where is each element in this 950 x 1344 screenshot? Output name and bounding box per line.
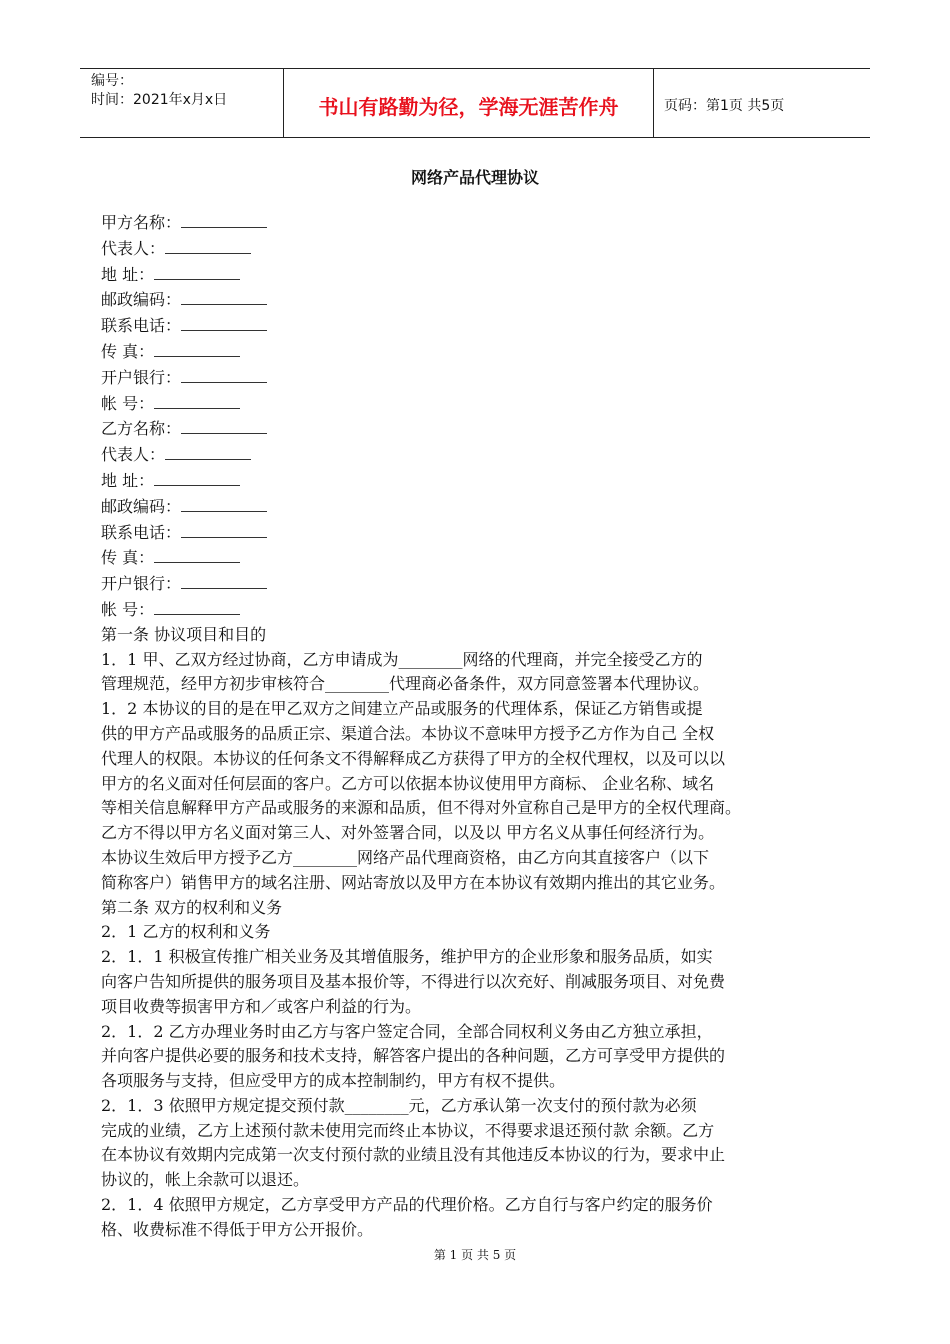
text-line: 协议的，帐上余款可以退还。 (101, 1170, 310, 1190)
fill-in-blank (154, 339, 240, 357)
text-line: 在本协议有效期内完成第一次支付预付款的业绩且没有其他违反本协议的行为，要求中止 (101, 1145, 726, 1165)
field-label: 开户银行： (101, 574, 182, 594)
text-line: 完成的业绩，乙方上述预付款未使用完而终止本协议，不得要求退还预付款 余额。乙方 (101, 1120, 715, 1140)
party-field-row (101, 365, 871, 391)
party-field-row (101, 339, 871, 365)
page-footer: 第 1 页 共 5 页 (433, 1248, 517, 1262)
party-field-row (101, 520, 871, 546)
text-line: 2．1 乙方的权利和义务 (101, 922, 271, 942)
party-field-row (101, 416, 871, 442)
text-line: 1．1 甲、乙双方经过协商，乙方申请成为________网络的代理商，并完全接受乙方的 (101, 649, 703, 669)
text-line: 2．1．1 积极宣传推广相关业务及其增值服务，维护甲方的企业形象和服务品质，如实 (101, 947, 713, 967)
text-line: 简称客户）销售甲方的域名注册、网站寄放以及甲方在本协议有效期内推出的其它业务。 (101, 872, 726, 892)
text-line: 各项服务与支持，但应受甲方的成本控制制约，甲方有权不提供。 (101, 1071, 566, 1091)
fill-in-blank (165, 442, 251, 460)
text-line: 第二条 双方的权利和义务 (101, 897, 283, 917)
field-label: 联系电话： (101, 316, 182, 336)
fill-in-blank (154, 391, 240, 409)
fill-in-blank (181, 416, 267, 434)
fill-in-blank (154, 262, 240, 280)
field-label: 帐 号： (101, 393, 155, 413)
page-header (80, 68, 870, 138)
text-line: 2．1．3 依照甲方规定提交预付款________元，乙方承认第一次支付的预付款为必须 (101, 1095, 697, 1115)
text-line: 本协议生效后甲方授予乙方________网络产品代理商资格，由乙方向其直接客户（以下 (101, 847, 710, 867)
text-line: 2．1．2 乙方办理业务时由乙方与客户签定合同，全部合同权利义务由乙方独立承担， (101, 1021, 713, 1041)
document-title: 网络产品代理协议 (410, 168, 539, 187)
field-label: 地 址： (101, 264, 155, 284)
text-line: 2．1．4 依照甲方规定，乙方享受甲方产品的代理价格。乙方自行与客户约定的服务价 (101, 1195, 713, 1215)
agreement-text (101, 623, 871, 1243)
party-field-row (101, 494, 871, 520)
field-label: 传 真： (101, 341, 155, 361)
fill-in-blank (154, 545, 240, 563)
party-field-row (101, 313, 871, 339)
fill-in-blank (154, 468, 240, 486)
party-fields (101, 210, 871, 623)
field-label: 代表人： (101, 445, 166, 465)
field-label: 邮政编码： (101, 290, 182, 310)
party-field-row (101, 571, 871, 597)
text-line: 代理人的权限。本协议的任何条文不得解释成乙方获得了甲方的全权代理权，以及可以以 (101, 748, 726, 768)
text-line: 管理规范，经甲方初步审核符合________代理商必备条件，双方同意签署本代理协议。 (101, 674, 710, 694)
field-label: 传 真： (101, 548, 155, 568)
party-field-row (101, 597, 871, 623)
text-line: 第一条 协议项目和目的 (101, 624, 267, 644)
fill-in-blank (181, 287, 267, 305)
field-label: 乙方名称： (101, 419, 182, 439)
field-label: 联系电话： (101, 522, 182, 542)
field-label: 甲方名称： (101, 213, 182, 232)
fill-in-blank (181, 313, 267, 331)
header-info (80, 69, 283, 137)
text-line: 格、收费标准不得低于甲方公开报价。 (101, 1219, 374, 1239)
field-label: 代表人： (101, 238, 166, 258)
fill-in-blank (181, 365, 267, 383)
document-body (101, 210, 871, 1243)
text-line: 乙方不得以甲方名义面对第三人、对外签署合同，以及以 甲方名义从事任何经济行为。 (101, 823, 715, 843)
party-field-row (101, 391, 871, 417)
header-motto: 书山有路勤为径，学海无涯苦作舟 (283, 69, 654, 137)
party-field-row (101, 236, 871, 262)
text-line: 并向客户提供必要的服务和技术支持，解答客户提出的各种问题，乙方可享受甲方提供的 (101, 1046, 726, 1066)
text-line: 向客户告知所提供的服务项目及基本报价等，不得进行以次充好、削减服务项目、对免费 (101, 971, 726, 991)
fill-in-blank (181, 520, 267, 538)
text-line: 等相关信息解释甲方产品或服务的来源和品质，但不得对外宣称自己是甲方的全权代理商。 (101, 798, 742, 818)
field-label: 邮政编码： (101, 496, 182, 516)
text-line: 甲方的名义面对任何层面的客户。乙方可以依据本协议使用甲方商标、 企业名称、域名 (101, 773, 715, 793)
party-field-row (101, 442, 871, 468)
field-label: 开户银行： (101, 367, 182, 387)
field-label: 帐 号： (101, 599, 155, 619)
text-line: 1．2 本协议的目的是在甲乙双方之间建立产品或服务的代理体系，保证乙方销售或提 (101, 699, 703, 719)
text-line: 项目收费等损害甲方和／或客户利益的行为。 (101, 996, 422, 1016)
fill-in-blank (165, 236, 251, 254)
party-field-row (101, 262, 871, 288)
party-field-row (101, 210, 871, 236)
fill-in-blank (154, 597, 240, 615)
field-label: 地 址： (101, 470, 155, 490)
time-label: 时间：2021年x月x日 (91, 92, 228, 108)
fill-in-blank (181, 571, 267, 589)
fill-in-blank (181, 494, 267, 512)
number-label: 编号： (91, 73, 133, 89)
party-field-row (101, 287, 871, 313)
fill-in-blank (181, 210, 267, 228)
party-field-row (101, 468, 871, 494)
header-page-label: 页码：第1页 共5页 (664, 98, 785, 114)
party-field-row (101, 545, 871, 571)
text-line: 供的甲方产品或服务的品质正宗、渠道合法。本协议不意味甲方授予乙方作为自己 全权 (101, 723, 715, 743)
